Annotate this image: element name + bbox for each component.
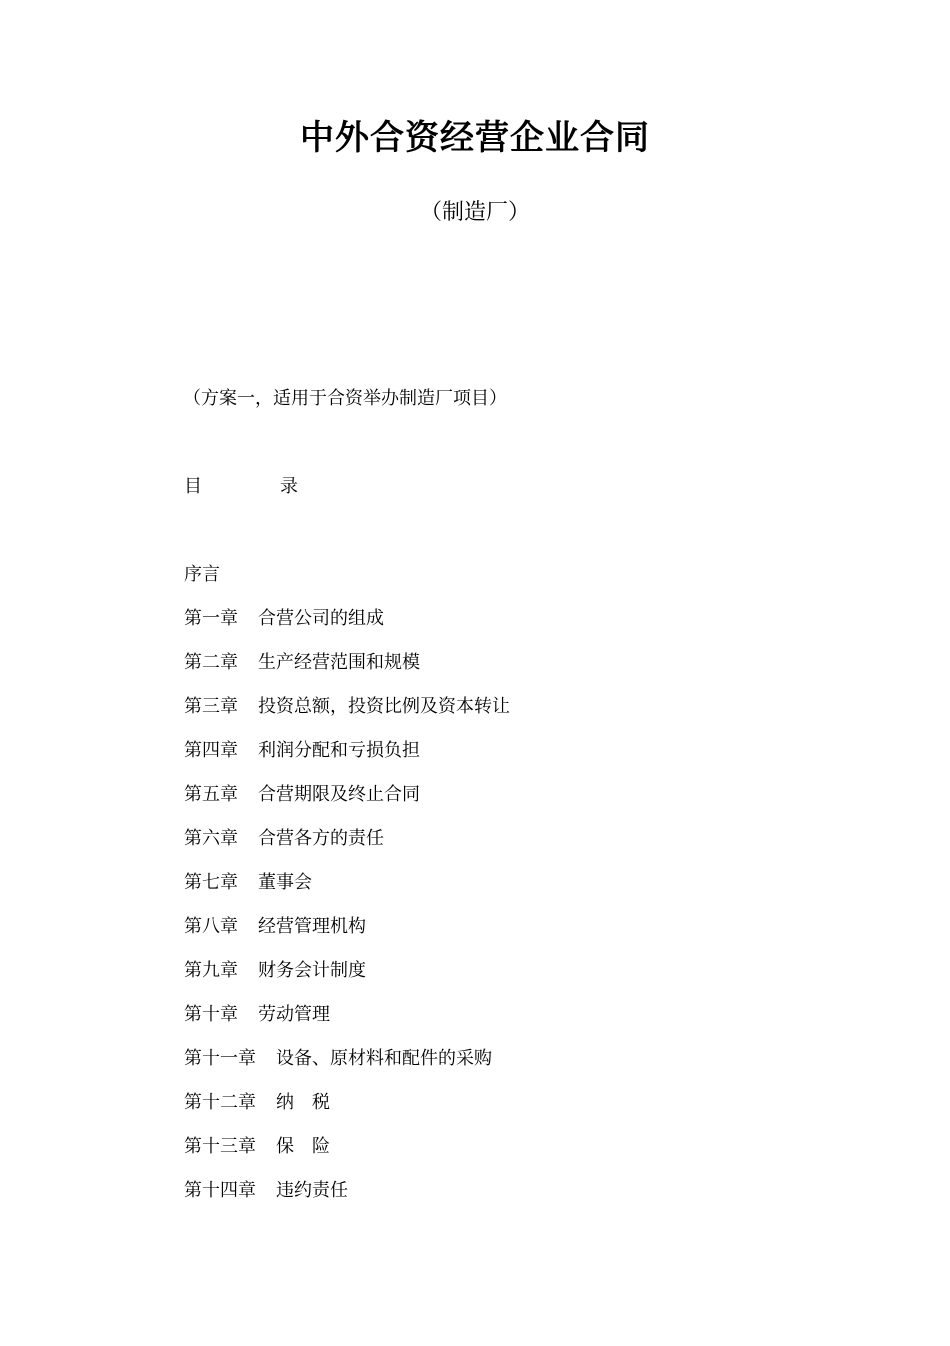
toc-entry-number: 第五章 xyxy=(184,784,238,805)
toc-entry-title: 劳动管理 xyxy=(258,1004,330,1025)
toc-entry xyxy=(184,1045,510,1089)
toc-entry xyxy=(184,737,510,781)
toc-entry-title: 违约责任 xyxy=(276,1180,348,1201)
toc-entry-number: 第三章 xyxy=(184,696,238,717)
toc-entry-title: 董事会 xyxy=(258,872,312,893)
toc-entry-title: 合营期限及终止合同 xyxy=(258,784,420,805)
toc-entry-title: 纳 税 xyxy=(276,1092,330,1113)
toc-entry-number: 第十一章 xyxy=(184,1048,256,1069)
toc-entry-number: 第八章 xyxy=(184,916,238,937)
toc-entry-preface xyxy=(184,561,510,605)
toc-entry-number: 序言 xyxy=(184,564,220,585)
toc-entry-number: 第四章 xyxy=(184,740,238,761)
toc-entry xyxy=(184,957,510,1001)
toc-entry-number: 第二章 xyxy=(184,652,238,673)
toc-entry-number: 第十章 xyxy=(184,1004,238,1025)
toc-entry xyxy=(184,1133,510,1177)
toc-entry xyxy=(184,1089,510,1133)
document-title: 中外合资经营企业合同 xyxy=(300,118,650,158)
toc-entry xyxy=(184,1177,510,1221)
toc-entry-title: 设备、原材料和配件的采购 xyxy=(276,1048,492,1069)
toc-heading xyxy=(184,473,484,501)
toc-entry xyxy=(184,1001,510,1045)
toc-entry-number: 第七章 xyxy=(184,872,238,893)
toc-entry xyxy=(184,649,510,693)
toc-entry-title: 投资总额，投资比例及资本转让 xyxy=(258,696,510,717)
toc-entry-title: 利润分配和亏损负担 xyxy=(258,740,420,761)
toc-entry-number: 第六章 xyxy=(184,828,238,849)
toc-entry-title: 生产经营范围和规模 xyxy=(258,652,420,673)
toc-entry xyxy=(184,693,510,737)
toc-entry xyxy=(184,913,510,957)
toc-heading-part-2: 录 xyxy=(280,476,298,497)
toc-entry-number: 第九章 xyxy=(184,960,238,981)
toc-entry-title: 合营各方的责任 xyxy=(258,828,384,849)
toc-entry xyxy=(184,781,510,825)
toc-entry xyxy=(184,605,510,649)
toc-entry xyxy=(184,825,510,869)
toc-entry-number: 第十四章 xyxy=(184,1180,256,1201)
toc-entry-title: 保 险 xyxy=(276,1136,330,1157)
toc-entry xyxy=(184,869,510,913)
scheme-note: （方案一，适用于合资举办制造厂项目） xyxy=(183,388,507,409)
toc-entry-title: 合营公司的组成 xyxy=(258,608,384,629)
toc-entry-title: 财务会计制度 xyxy=(258,960,366,981)
table-of-contents xyxy=(184,561,510,1221)
toc-entry-number: 第十三章 xyxy=(184,1136,256,1157)
toc-entry-title: 经营管理机构 xyxy=(258,916,366,937)
document-subtitle: （制造厂） xyxy=(419,200,530,225)
toc-entry-number: 第一章 xyxy=(184,608,238,629)
toc-entry-number: 第十二章 xyxy=(184,1092,256,1113)
toc-heading-part-1: 目 xyxy=(184,476,202,497)
